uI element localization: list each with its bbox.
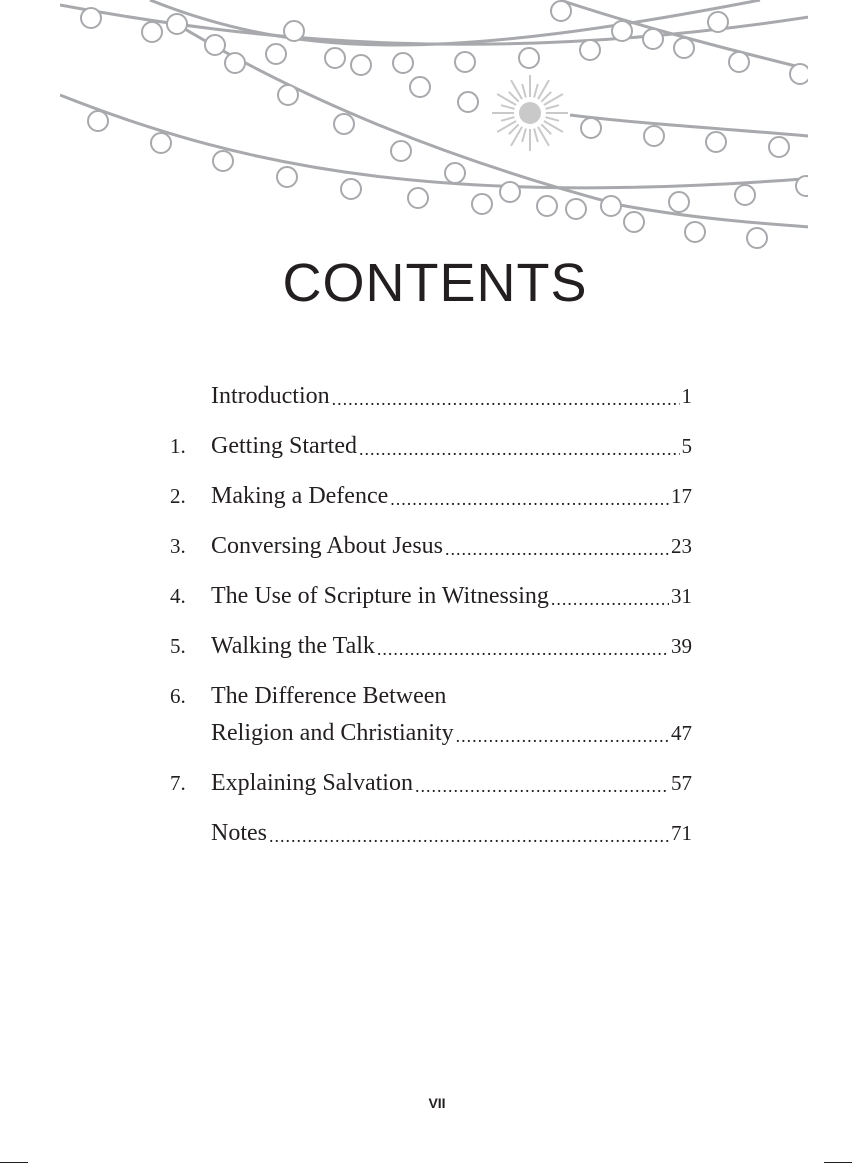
chapter-title: Explaining Salvation: [211, 770, 413, 796]
chapter-number: 6.: [170, 684, 186, 708]
page-number: 39: [671, 634, 692, 658]
chapter-number: 4.: [170, 584, 186, 608]
chapter-title-line-1: The Difference Between: [211, 683, 447, 709]
toc-entry: [170, 763, 692, 813]
sun-ray: [522, 84, 526, 98]
page-number: 1: [681, 384, 692, 408]
chapter-title: The Use of Scripture in Witnessing: [211, 583, 549, 609]
glowing-bulb-icon: [492, 75, 568, 151]
dot-leader: [456, 719, 669, 753]
page-folio: VII: [428, 1095, 446, 1111]
chapter-title: Getting Started: [211, 433, 357, 459]
dot-leader: [551, 582, 669, 616]
sun-ray: [509, 92, 519, 102]
dot-leader: [377, 632, 669, 666]
sun-ray: [546, 117, 560, 121]
sun-ray: [522, 129, 526, 143]
toc-entry: [170, 676, 692, 763]
sun-ray: [509, 124, 519, 134]
crop-mark: [0, 1162, 28, 1163]
chapter-title: Introduction: [211, 383, 330, 409]
chapter-title: Making a Defence: [211, 483, 389, 509]
sun-ray: [501, 105, 515, 109]
dot-leader: [445, 532, 669, 566]
chapter-title: Notes: [211, 820, 267, 846]
dot-leader: [332, 382, 680, 416]
toc-entry: [170, 626, 692, 676]
page-number: 5: [681, 434, 692, 458]
chapter-number: 3.: [170, 534, 186, 558]
sun-ray: [541, 124, 551, 134]
chapter-title: Conversing About Jesus: [211, 533, 444, 559]
sun-ray: [534, 84, 538, 98]
sun-ray: [534, 129, 538, 143]
chapter-number: 5.: [170, 634, 186, 658]
toc-entry: [170, 476, 692, 526]
toc-entry: [170, 813, 692, 863]
dot-leader: [390, 482, 669, 516]
table-of-contents: [170, 376, 692, 863]
page-number: 23: [671, 534, 692, 558]
toc-entry: [170, 426, 692, 476]
toc-entry: [170, 376, 692, 426]
chapter-number: 1.: [170, 434, 186, 458]
chapter-title: Walking the Talk: [211, 633, 375, 659]
page-number: 71: [671, 821, 692, 845]
page-number: 31: [671, 584, 692, 608]
page-number: 47: [671, 721, 692, 745]
page-number: 57: [671, 771, 692, 795]
sun-ray: [541, 92, 551, 102]
chapter-title-line-2: Religion and Christianity: [211, 720, 454, 746]
string-lights-illustration: [0, 0, 852, 260]
toc-entry: [170, 576, 692, 626]
crop-mark: [824, 1162, 852, 1163]
dot-leader: [359, 432, 680, 466]
page-number: 17: [671, 484, 692, 508]
toc-entry: [170, 526, 692, 576]
page-title: CONTENTS: [282, 253, 588, 313]
chapter-number: 7.: [170, 771, 186, 795]
sun-ray: [546, 105, 560, 109]
chapter-number: 2.: [170, 484, 186, 508]
dot-leader: [415, 769, 669, 803]
dot-leader: [269, 819, 669, 853]
sun-ray: [501, 117, 515, 121]
